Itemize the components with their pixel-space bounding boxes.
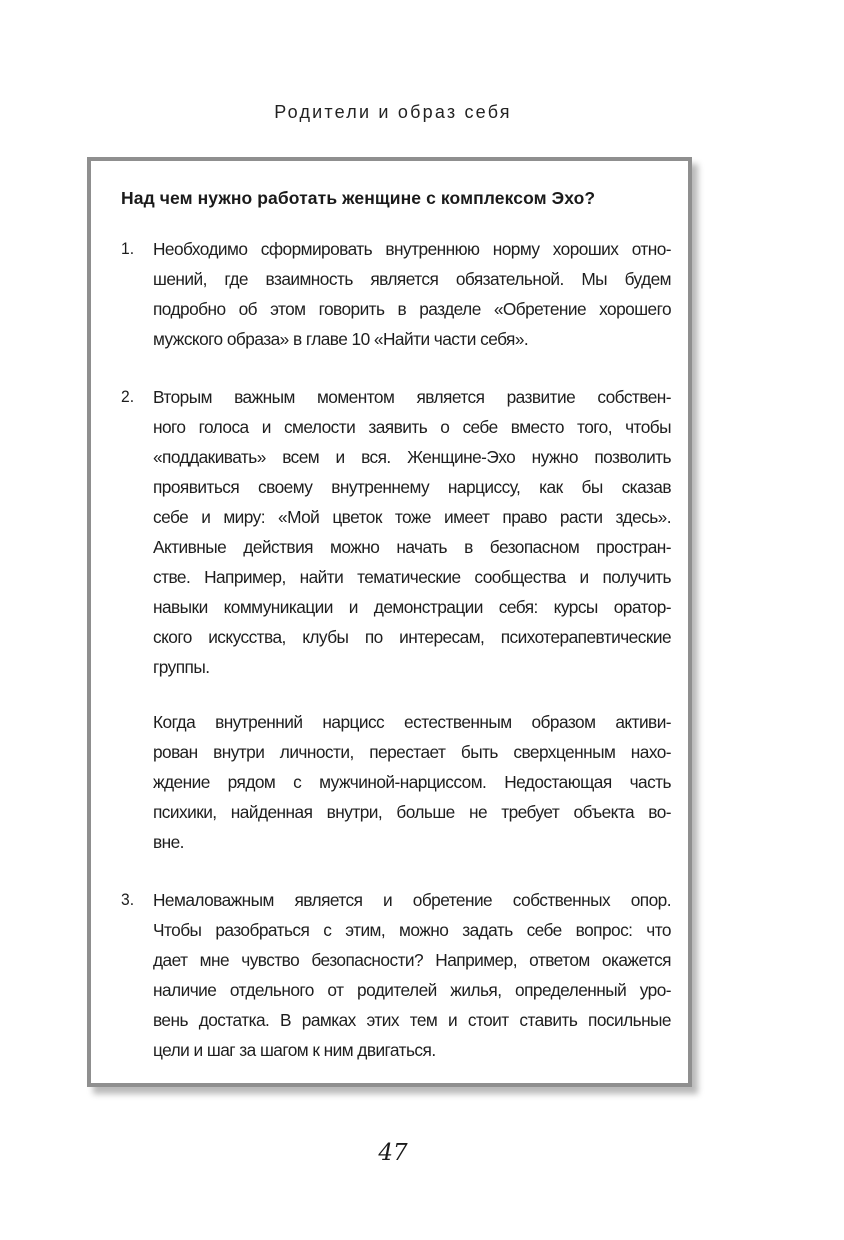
- text-line: подробно об этом говорить в разделе «Обретение хорошего: [153, 299, 671, 319]
- text-line: рован внутри личности, перестает быть сверхценным нахо-: [153, 742, 671, 762]
- text-line: ждение рядом с мужчиной-нарциссом. Недостающая часть: [153, 772, 671, 792]
- text-line: наличие отдельного от родителей жилья, определенный уро-: [153, 980, 671, 1000]
- text-line: вень достатка. В рамках этих тем и стоит ставить посильные: [153, 1010, 671, 1030]
- text-line: ского искусства, клубы по интересам, психотерапевтические: [153, 627, 671, 647]
- list-item-number: 1.: [121, 239, 135, 258]
- text-line: шений, где взаимность является обязательной. Мы будем: [153, 269, 671, 289]
- text-line: проявиться своему внутреннему нарциссу, как бы сказав: [153, 477, 671, 497]
- text-line: Активные действия можно начать в безопасном простран-: [153, 537, 671, 557]
- list-item-text: [153, 707, 671, 857]
- text-line: цели и шаг за шагом к ним двигаться.: [153, 1040, 436, 1060]
- list-item-text: [153, 885, 671, 1065]
- text-line: Вторым важным моментом является развитие собствен-: [153, 387, 671, 407]
- text-line: Когда внутренний нарцисс естественным образом активи-: [153, 712, 671, 732]
- page-number: 47: [378, 1140, 408, 1166]
- text-line: Немаловажным является и обретение собственных опор.: [153, 890, 671, 910]
- text-line: группы.: [153, 657, 210, 677]
- text-line: стве. Например, найти тематические сообщества и получить: [153, 567, 671, 587]
- text-line: ного голоса и смелости заявить о себе вместо того, чтобы: [153, 417, 671, 437]
- running-header: Родители и образ себя: [274, 102, 512, 122]
- text-line: психики, найденная внутри, больше не требует объекта во-: [153, 802, 671, 822]
- sidebar-box: [87, 157, 692, 1087]
- text-line: себе и миру: «Мой цветок тоже имеет право расти здесь».: [153, 507, 671, 527]
- list-item-number: 3.: [121, 890, 135, 909]
- list-item-number: 2.: [121, 387, 135, 406]
- text-line: дает мне чувство безопасности? Например, ответом окажется: [153, 950, 671, 970]
- text-line: Необходимо сформировать внутреннюю норму хороших отно-: [153, 239, 671, 259]
- text-line: мужского образа» в главе 10 «Найти части себя».: [153, 329, 529, 349]
- text-line: Чтобы разобраться с этим, можно задать себе вопрос: что: [153, 920, 671, 940]
- text-line: «поддакивать» всем и вся. Женщине-Эхо нужно позволить: [153, 447, 671, 467]
- text-line: вне.: [153, 832, 184, 852]
- list-item-text: [153, 234, 671, 354]
- list-item-text: [153, 382, 671, 682]
- box-title: Над чем нужно работать женщине с комплексом Эхо?: [121, 188, 596, 208]
- text-line: навыки коммуникации и демонстрации себя: курсы оратор-: [153, 597, 671, 617]
